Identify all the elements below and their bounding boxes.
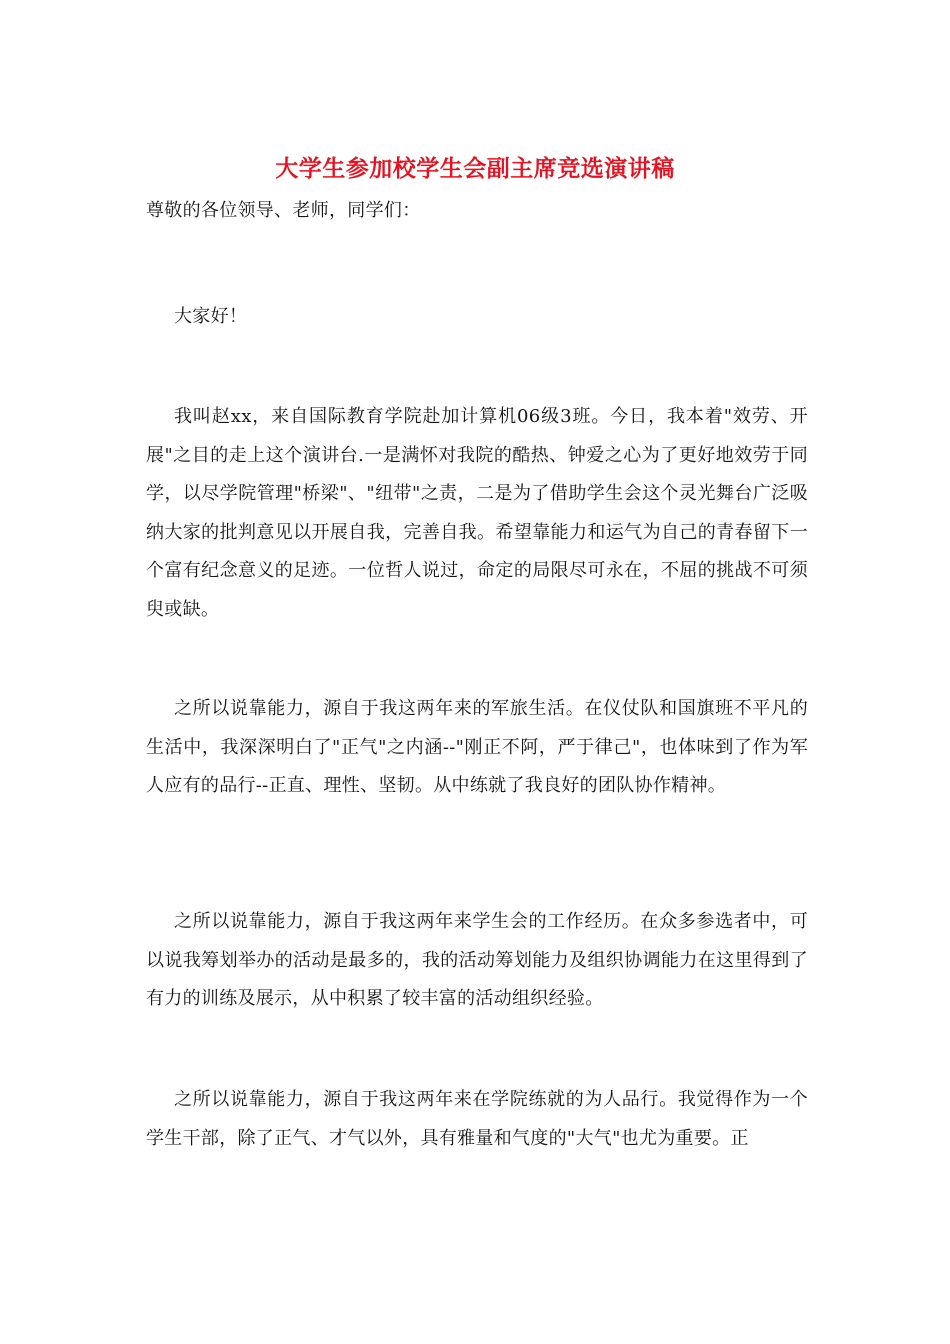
- paragraph-greeting: 大家好！: [174, 306, 248, 327]
- paragraph-student-union-experience: 之所以说靠能力，源自于我这两年来学生会的工作经历。在众多参选者中，可以说我筹划举办的活动是最多的，我的活动筹划能力及组织协调能力在这里得到了有力的训练及展示，从中积累了较丰富的活动组织经验。: [146, 911, 808, 1009]
- document-title: 大学生参加校学生会副主席竞选演讲稿: [275, 155, 675, 182]
- paragraph-character: 之所以说靠能力，源自于我这两年来在学院练就的为人品行。我觉得作为一个学生干部，除了正气、才气以外，具有雅量和气度的"大气"也尤为重要。正: [146, 1089, 808, 1149]
- paragraph-military-life: 之所以说靠能力，源自于我这两年来的军旅生活。在仪仗队和国旗班不平凡的生活中，我深深明白了"正气"之内涵--"刚正不阿，严于律己"，也体味到了作为军人应有的品行--正直、理性、坚韧。从中练就了我良好的团队协作精神。: [146, 698, 808, 796]
- salutation: 尊敬的各位领导、老师，同学们：: [146, 200, 421, 221]
- paragraph-introduction: 我叫赵xx，来自国际教育学院赴加计算机06级3班。今日，我本着"效劳、开展"之目的走上这个演讲台.一是满怀对我院的酷热、钟爱之心为了更好地效劳于同学，以尽学院管理"桥梁"、"纽带"之责，二是为了借助学生会这个灵光舞台广泛吸纳大家的批判意见以开展自我，完善自我。希望靠能力和运气为自己的青春留下一个富有纪念意义的足迹。一位哲人说过，命定的局限尽可永在，不屈的挑战不可须臾或缺。: [146, 406, 808, 620]
